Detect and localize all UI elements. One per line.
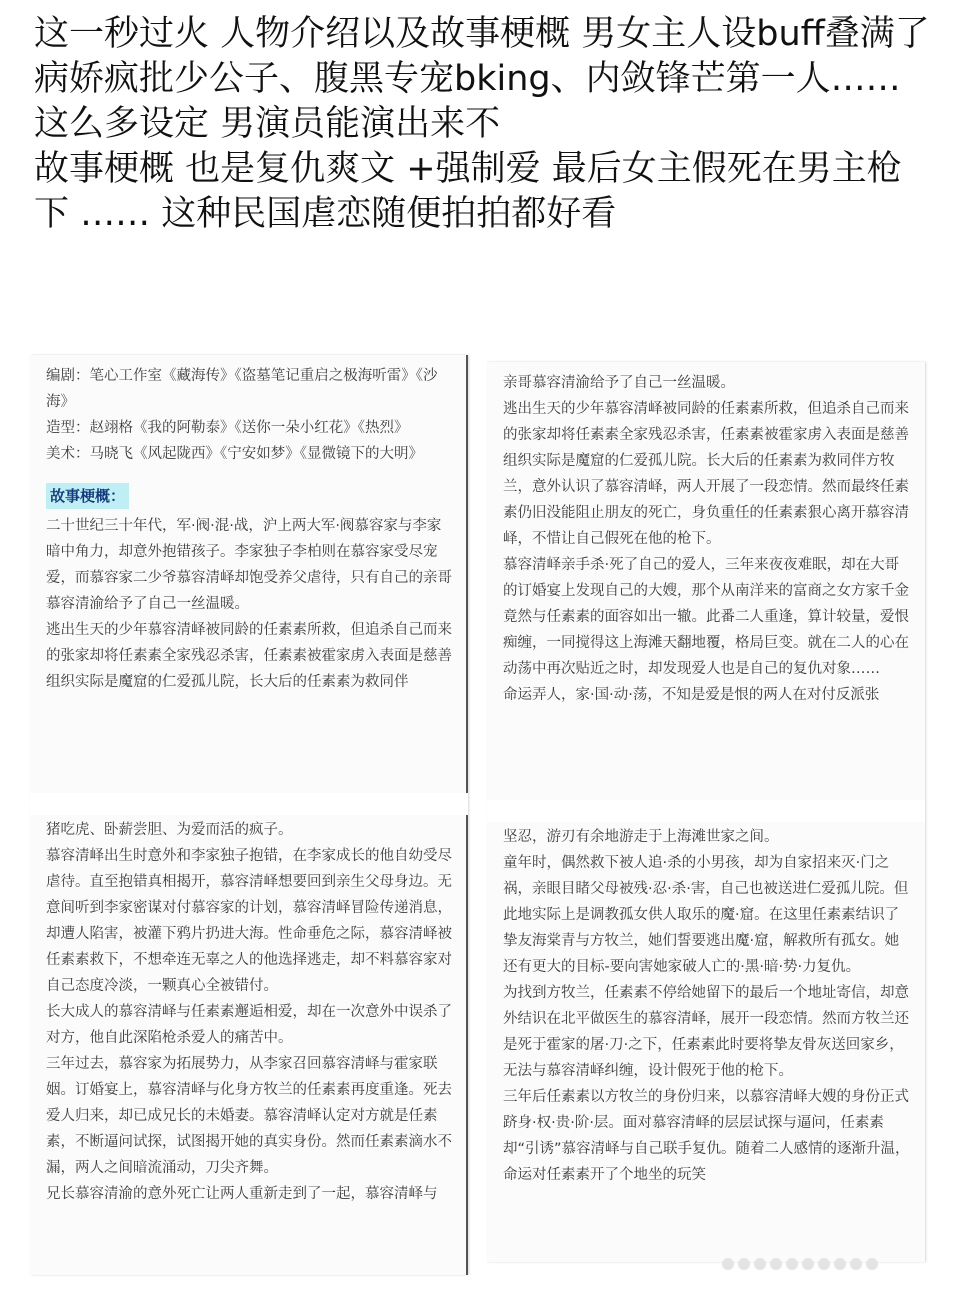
watermark-dot (850, 1258, 862, 1270)
credit-art: 美术：马晓飞《风起陇西》《宁安如梦》《显微镜下的大明》 (46, 446, 423, 462)
right-paragraph: 慕容清峄亲手杀·死了自己的爱人，三年来夜夜难眠，却在大哥的订婚宴上发现自己的大嫂，那个从南洋来的富商之女方家千金竟然与任素素的面容如出一辙。此番二人重逢，算计较量，爱恨痴缠，一同搅得这上海滩天翻地覆，格局巨变。就在二人的心在动荡中再次贴近之时，却发现爱人也是自己的复仇对象…… (503, 557, 909, 677)
caption-line-3: 故事梗概 也是复仇爽文 +强制爱 最后女主假死在男主枪下 …… 这种民国虐恋随便拍拍都好看 (34, 149, 902, 234)
right-page-top (487, 362, 925, 708)
left-paragraph: 长大成人的慕容清峄与任素素邂逅相爱，却在一次意外中误杀了对方，他自此深陷枪杀爱人的痛苦中。 (46, 1004, 452, 1046)
left-paragraph: 逃出生天的少年慕容清峄被同龄的任素素所救，但追杀自己而来的张家却将任素素全家残忍杀害，任素素被霍家虏入表面是慈善组织实际是魔窟的仁爱孤儿院，长大后的任素素为救同伴 (46, 622, 452, 690)
watermark-dot (754, 1258, 766, 1270)
page-break (30, 793, 468, 815)
watermark-dot (818, 1258, 830, 1270)
right-paragraph: 童年时，偶然救下被人追·杀的小男孩，却为自家招来灭·门之祸，亲眼目睹父母被残·忍·杀·害，自己也被送进仁爱孤儿院。但此地实际上是调教孤女供人取乐的魔·窟。在这里任素素结识了挚友海棠青与方牧兰，她们誓要逃出魔·窟，解救所有孤女。她还有更大的目标-要向害她家破人亡的·黑·暗·势·力复仇。 (503, 855, 909, 975)
right-paragraph: 命运弄人，家·国·动·荡，不知是爱是恨的两人在对付反派张 (503, 687, 880, 703)
page-edge-line (466, 355, 468, 1275)
caption-line-1: 这一秒过火 人物介绍以及故事梗概 男女主人设buff叠满了 (34, 14, 930, 54)
page-break (487, 800, 925, 822)
right-paragraph: 亲哥慕容清渝给予了自己一丝温暖。 (503, 375, 735, 391)
watermark-dot (786, 1258, 798, 1270)
watermark-dot (738, 1258, 750, 1270)
watermark-dot (722, 1258, 734, 1270)
left-paragraph: 猪吃虎、卧薪尝胆、为爱而活的疯子。 (46, 822, 293, 838)
left-paragraph: 二十世纪三十年代，军·阀·混·战，沪上两大军·阀慕容家与李家暗中角力，却意外抱错孩子。李家独子李柏则在慕容家受尽宠爱，而慕容家二少爷慕容清峄却饱受养父虐待，只有自己的亲哥慕容清渝给予了自己一丝温暖。 (46, 518, 452, 612)
left-page-bottom (46, 817, 454, 1207)
left-document-image[interactable] (30, 355, 468, 1275)
right-paragraph: 坚忍，游刃有余地游走于上海滩世家之间。 (503, 829, 779, 845)
left-paragraph: 兄长慕容清渝的意外死亡让两人重新走到了一起，慕容清峄与 (46, 1186, 438, 1202)
watermark-dot (834, 1258, 846, 1270)
left-page-top (30, 355, 468, 695)
right-paragraph: 逃出生天的少年慕容清峄被同龄的任素素所救，但追杀自己而来的张家却将任素素全家残忍杀害，任素素被霍家虏入表面是慈善组织实际是魔窟的仁爱孤儿院。长大后的任素素为救同伴方牧兰，意外认识了慕容清峄，两人开展了一段恋情。然而最终任素素仍旧没能阻止朋友的死亡，身负重任的任素素狠心离开慕容清峄，不惜让自己假死在他的枪下。 (503, 401, 909, 547)
watermark-dot (770, 1258, 782, 1270)
credit-styling: 造型：赵翊格《我的阿勒泰》《送你一朵小红花》《热烈》 (46, 420, 409, 436)
watermark-dot (802, 1258, 814, 1270)
synopsis-heading: 故事梗概： (46, 483, 129, 509)
left-paragraph: 三年过去，慕容家为拓展势力，从李家召回慕容清峄与霍家联姻。订婚宴上，慕容清峄与化身方牧兰的任素素再度重逢。死去爱人归来，却已成兄长的未婚妻。慕容清峄认定对方就是任素素，不断逼问试探，试图揭开她的真实身份。然而任素素滴水不漏，两人之间暗流涌动，刀尖齐舞。 (46, 1056, 452, 1176)
caption-line-2: 病娇疯批少公子、腹黑专宠bking、内敛锋芒第一人…… 这么多设定 男演员能演出来不 (34, 59, 901, 144)
right-page-bottom (503, 824, 911, 1188)
right-paragraph: 为找到方牧兰，任素素不停给她留下的最后一个地址寄信，却意外结识在北平做医生的慕容清峄，展开一段恋情。然而方牧兰还是死于霍家的屠·刀·之下，任素素此时要将挚友骨灰送回家乡，无法与慕容清峄纠缠，设计假死于他的枪下。 (503, 985, 909, 1079)
right-paragraph: 三年后任素素以方牧兰的身份归来，以慕容清峄大嫂的身份正式跻身·权·贵·阶·层。面对慕容清峄的层层试探与逼问，任素素却“引诱”慕容清峄与自己联手复仇。随着二人感情的逐渐升温，命运对任素素开了个地坐的玩笑 (503, 1089, 910, 1183)
watermark-dot (866, 1258, 878, 1270)
credit-screenwriter: 编剧：笔心工作室《藏海传》《盗墓笔记重启之极海听雷》《沙海》 (46, 368, 438, 410)
right-document-image[interactable] (487, 362, 925, 1262)
watermark (722, 1254, 942, 1274)
left-paragraph: 慕容清峄出生时意外和李家独子抱错，在李家成长的他自幼受尽虐待。直至抱错真相揭开，慕容清峄想要回到亲生父母身边。无意间听到李家密谋对付慕容家的计划，慕容清峄冒险传递消息，却遭人陷害，被灌下鸦片扔进大海。性命垂危之际，慕容清峄被任素素救下，不想牵连无辜之人的他选择逃走，却不料慕容家对自己态度冷淡，一颗真心全被错付。 (46, 848, 452, 994)
post-caption (34, 12, 934, 237)
